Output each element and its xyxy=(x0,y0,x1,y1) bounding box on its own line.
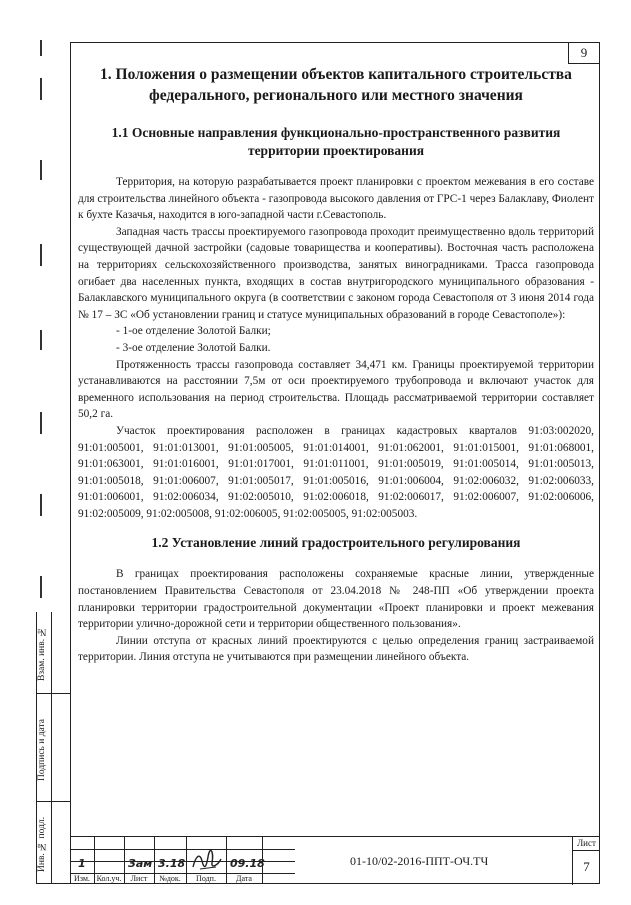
binding-mark xyxy=(40,330,42,350)
document-body xyxy=(78,64,594,666)
binding-mark xyxy=(40,576,42,598)
paragraph-route-length: Протяженность трассы газопровода составляет 34,471 км. Границы проектируемой территории устанавливаются на расстоянии 7,5м от оси проектируемого трубопровода и включают участок для временного использования на период строительства. Площадь рассматриваемой территории составляет 50,2 га. xyxy=(78,358,594,421)
binding-mark xyxy=(40,244,42,266)
heading-section-1-2: 1.2 Установление линий градостроительного регулирования xyxy=(151,535,521,551)
handwritten-list: Зам xyxy=(128,857,153,870)
tb-label-n-dok: №док. xyxy=(159,874,181,883)
margin-stamp xyxy=(36,612,71,884)
paragraph-route-west: Западная часть трассы проектируемого газопровода проходит преимущественно вдоль территорий существующей дачной застройки (садовые товарищества и кооперативы). Восточная часть расположена на территориях сельскохозяйственного производства, занятых виноградниками. Трасса газопровода огибает два населенных пункта, входящих в состав внутригородского муниципального образования - Балаклавского муниципального округа (в соответствии с законом города Севастополя от 3 июня 2014 года № 17 – ЗС «Об установлении границ и статусе муниципальных образований в городе Севастополе»): xyxy=(78,225,594,321)
sheet-box xyxy=(572,837,600,885)
list-item: - 1-ое отделение Золотой Балки; xyxy=(116,325,271,338)
paragraph-setback-lines: Линии отступа от красных линий проектируются с целью определения границ застраиваемой территории. Линия отступа не учитываются при размещении линейного объекта. xyxy=(78,634,594,664)
label-vzam-inv: Взам. инв. № xyxy=(37,626,47,682)
binding-mark xyxy=(40,78,42,100)
signature xyxy=(190,849,224,873)
paragraph-red-lines: В границах проектирования расположены сохраняемые красные линии, утвержденные постановлением Правительства Севастополя от 23.04.2018 № 248-ПП «Об утверждении проекта планировки территории градостроительной документации «Проект планировки и проект межевания территории улично-дорожной сети и территории общественного пользования». xyxy=(78,568,594,631)
sheet-label: Лист xyxy=(573,837,600,851)
sheet-number: 7 xyxy=(583,859,590,874)
paragraph-cadastral: Участок проектирования расположен в границах кадастровых кварталов 91:03:002020, 91:01:005001, 91:01:013001, 91:01:005005, 91:01:014001, 91:01:062001, 91:01:015001, 91:01:068001, 91:01:063001, 91:01:016001, 91:01:017001, 91:01:011001, 91:01:005019, 91:01:005014, 91:01:005013, 91:01:005018, 91:01:006007, 91:01:005017, 91:01:005016, 91:01:006004, 91:02:006032, 91:02:006033, 91:01:006001, 91:02:006034, 91:02:005010, 91:02:006018, 91:02:006017, 91:02:006007, 91:02:006006, 91:02:005009, 91:02:005008, 91:02:006005, 91:02:005005, 91:02:005003. xyxy=(78,424,594,520)
tb-label-data: Дата xyxy=(236,874,252,883)
tb-row-line xyxy=(70,849,295,850)
heading-section-1: 1. Положения о размещении объектов капитального строительства федерального, регионального или местного значения xyxy=(100,66,572,104)
paragraph-territory: Территория, на которую разрабатывается проект планировки с проектом межевания в его составе для строительства линейного объекта - газопровода высокого давления от ГРС-1 через Балаклаву, Фиолент к бухте Казачья, находится в юго-западной части г.Севастополь. xyxy=(78,176,594,222)
top-page-number: 9 xyxy=(568,43,599,64)
document-code: 01-10/02-2016-ППТ-ОЧ.ТЧ xyxy=(350,854,489,868)
tb-label-kol-uch: Кол.уч. xyxy=(96,874,122,883)
tb-label-izm: Изм. xyxy=(74,874,90,883)
tb-label-podp: Подп. xyxy=(196,874,216,883)
title-block xyxy=(70,836,600,884)
list-item: - 3-ое отделение Золотой Балки. xyxy=(116,341,271,354)
binding-mark xyxy=(40,412,42,434)
handwritten-n-dok: 3.18 xyxy=(158,857,186,870)
label-podpis-data: Подпись и дата xyxy=(37,719,47,782)
binding-mark xyxy=(40,494,42,516)
binding-mark xyxy=(40,160,42,180)
label-inv-podl: Инв. № подл. xyxy=(37,816,47,872)
handwritten-izm: 1 xyxy=(78,857,86,870)
tb-label-list: Лист xyxy=(130,874,148,883)
handwritten-date: 09.18 xyxy=(230,857,265,870)
heading-section-1-1: 1.1 Основные направления функционально-пространственного развития территории проектирования xyxy=(111,125,561,158)
binding-mark xyxy=(40,40,42,56)
